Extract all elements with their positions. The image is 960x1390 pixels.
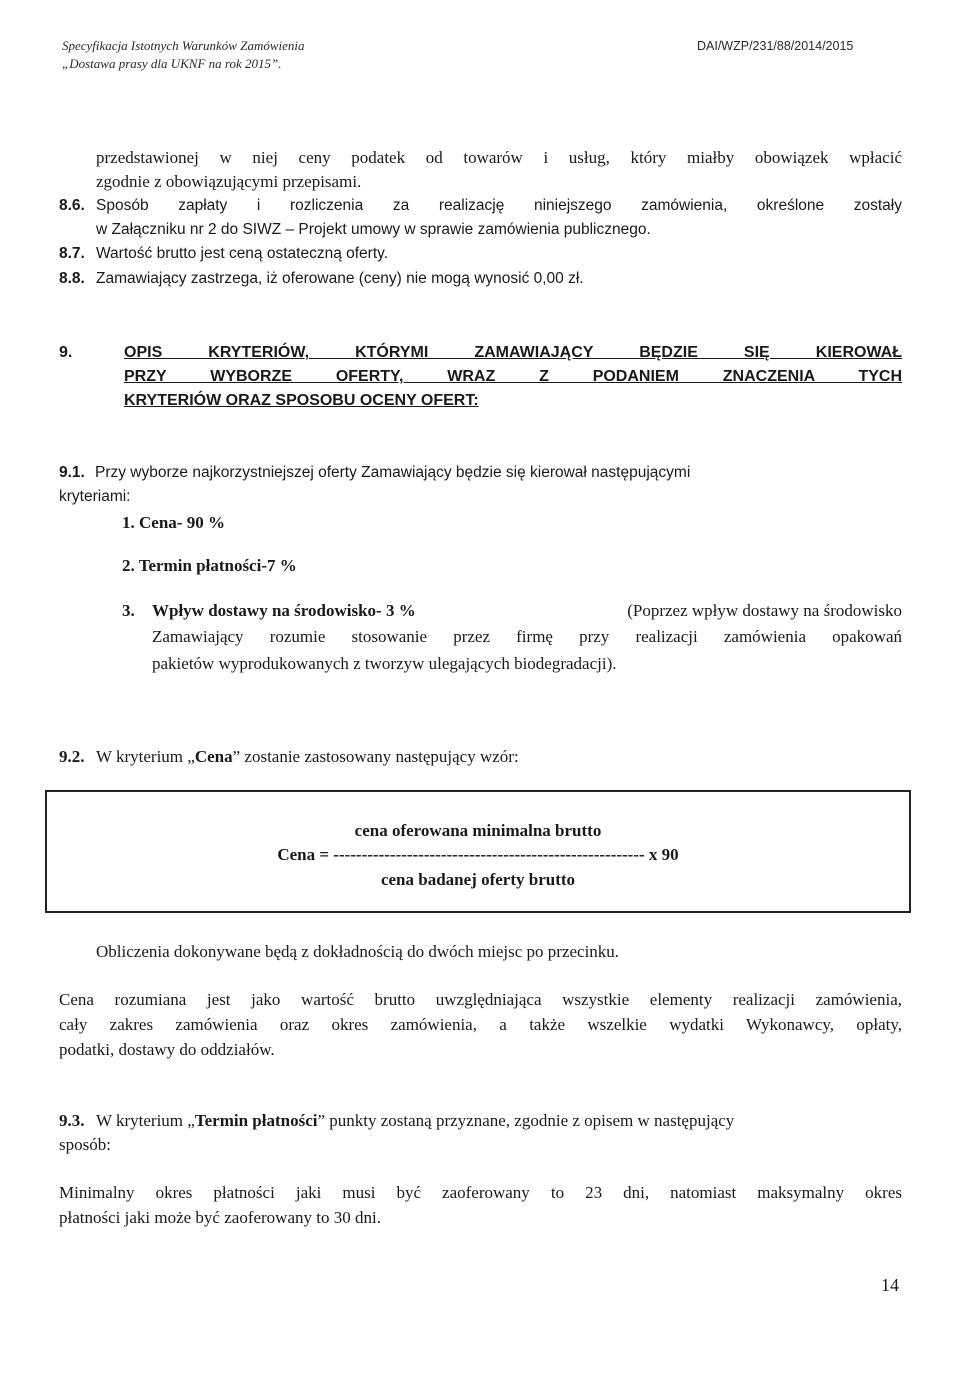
paragraph-line: sposób: [59,1135,111,1154]
paragraph-line [96,746,519,768]
criterion-name: Termin płatności [194,1111,318,1130]
page-number: 14 [881,1275,899,1295]
criterion-name: Wpływ dostawy na środowisko- 3 % [152,601,416,620]
paragraph-line: cały zakres zamówienia oraz okres zamówienia, a także wszelkie wydatki Wykonawcy, opłaty, [59,1015,902,1034]
paragraph-line: płatności jaki może być zaoferowany to 30 dni. [59,1208,381,1227]
item-number: 8.8. [59,270,85,287]
paragraph-line: zgodnie z obowiązującymi przepisami. [96,172,362,191]
text-fragment: W kryterium „ [96,1111,195,1130]
item-number: 9.3. [59,1111,85,1130]
criterion-item [152,600,902,622]
paragraph-line: w Załączniku nr 2 do SIWZ – Projekt umowy w sprawie zamówienia publicznego. [96,221,651,238]
paragraph-line: kryteriami: [59,488,131,505]
text-fragment: W kryterium „ [96,747,195,766]
paragraph-line: Przy wyborze najkorzystniejszej oferty Zamawiający będzie się kierował następującymi [95,464,691,481]
item-number: 3. [122,601,135,620]
paragraph-line: Sposób zapłaty i rozliczenia za realizację niniejszego zamówienia, określone zostały [96,197,902,214]
item-number: 8.6. [59,197,85,214]
header-subtitle: „Dostawa prasy dla UKNF na rok 2015”. [62,56,282,71]
text-fragment: ” punkty zostaną przyznane, zgodnie z opisem w następujący [317,1111,735,1130]
header-reference: DAI/WZP/231/88/2014/2015 [697,39,854,53]
paragraph-line: Obliczenia dokonywane będą z dokładnością do dwóch miejsc po przecinku. [96,942,620,961]
paragraph-line: pakietów wyprodukowanych z tworzyw ulegających biodegradacji). [152,654,617,673]
section-heading: KRYTERIÓW ORAZ SPOSOBU OCENY OFERT: [124,392,479,409]
section-number: 9. [59,344,73,361]
text-fragment: ” zostanie zastosowany następujący wzór: [232,747,519,766]
item-number: 8.7. [59,245,85,262]
criterion-item: 1. Cena- 90 % [122,513,225,532]
paragraph-line: Zamawiający zastrzega, iż oferowane (ceny) nie mogą wynosić 0,00 zł. [96,270,584,287]
item-number: 9.2. [59,747,85,766]
paragraph-line: Zamawiający rozumie stosowanie przez firmę przy realizacji zamówienia opakowań [152,627,902,646]
paragraph-line: Wartość brutto jest ceną ostateczną oferty. [96,245,389,262]
formula-main: Cena = ------------------------------------------------------- x 90 [277,845,679,864]
section-heading: PRZY WYBORZE OFERTY, WRAZ Z PODANIEM ZNACZENIA TYCH [124,368,902,385]
paragraph-line: przedstawionej w niej ceny podatek od towarów i usług, który miałby obowiązek wpłacić [96,148,902,167]
paragraph-line: Cena rozumiana jest jako wartość brutto uwzględniająca wszystkie elementy realizacji zamówienia, [59,990,902,1009]
formula-numerator: cena oferowana minimalna brutto [354,821,602,840]
item-number: 9.1. [59,464,85,481]
criterion-name: Cena [194,747,233,766]
section-heading: OPIS KRYTERIÓW, KTÓRYMI ZAMAWIAJĄCY BĘDZIE SIĘ KIEROWAŁ [124,344,902,361]
text-fragment [96,1110,734,1132]
paragraph-line: Minimalny okres płatności jaki musi być zaoferowany to 23 dni, natomiast maksymalny okres [59,1183,902,1202]
paragraph-line [96,1110,902,1132]
formula-denominator: cena badanej oferty brutto [380,870,576,889]
criterion-item: 2. Termin płatności-7 % [122,556,297,575]
header-title: Specyfikacja Istotnych Warunków Zamówienia [62,38,305,53]
paragraph-line: podatki, dostawy do oddziałów. [59,1040,275,1059]
formula-box [45,790,911,913]
criterion-description: (Poprzez wpływ dostawy na środowisko [627,601,902,620]
